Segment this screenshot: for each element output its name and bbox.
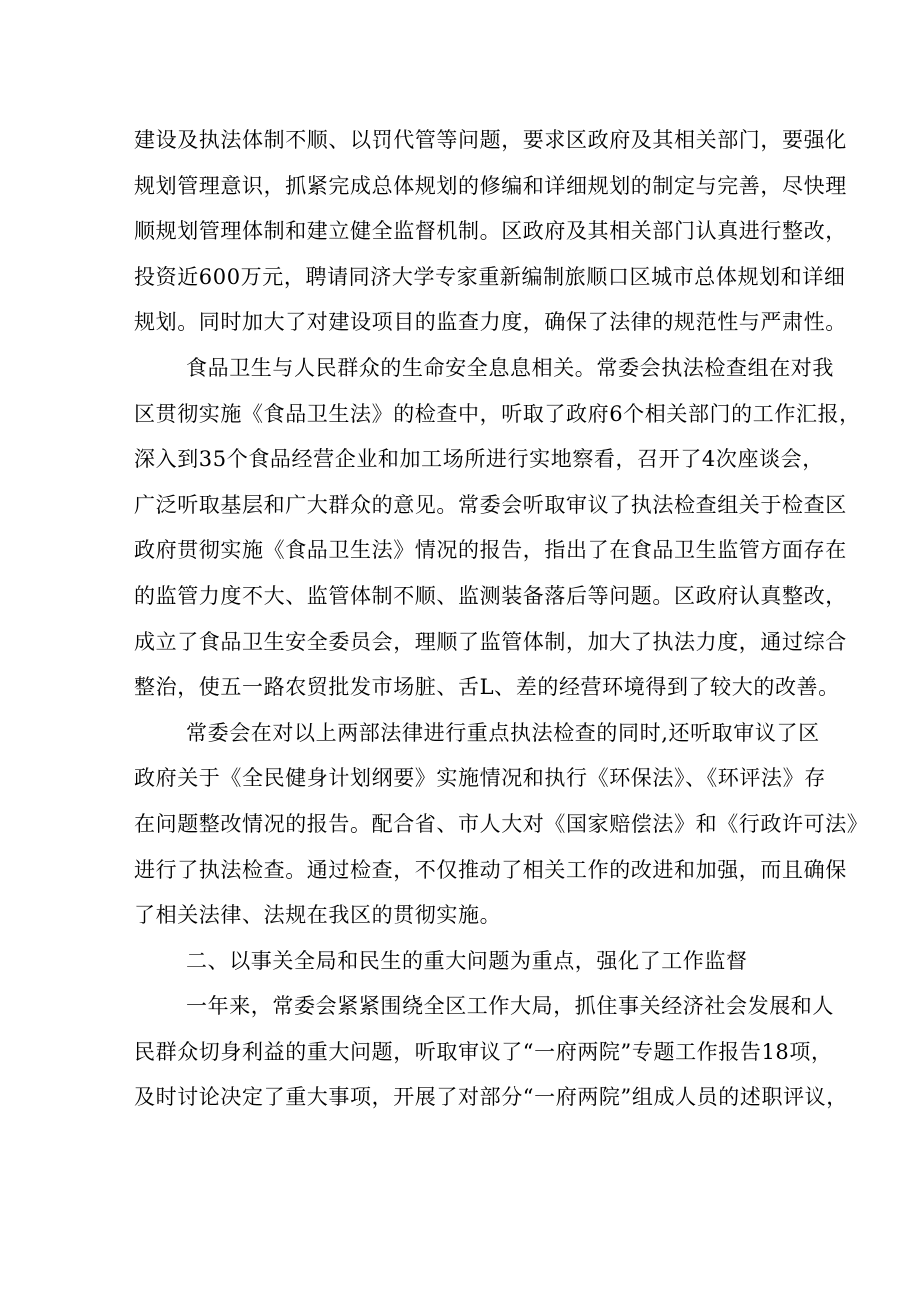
paragraph-5 (134, 984, 848, 1121)
paragraph-line: 进行了执法检查。通过检查，不仅推动了相关工作的改进和加强，而且确保 (134, 857, 847, 882)
paragraph-line: 广泛听取基层和广大群众的意见。常委会听取审议了执法检查组关于检查区 (134, 492, 847, 517)
paragraph-line: 一年来，常委会紧紧围绕全区工作大局，抓住事关经济社会发展和人 (186, 994, 834, 1019)
paragraph-line: 常委会在对以上两部法律进行重点执法检查的同时,还听取审议了区 (186, 720, 820, 745)
paragraph-line: 在问题整改情况的报告。配合省、市人大对《国家赔偿法》和《行政许可法》 (134, 811, 869, 836)
paragraph-line: 食品卫生与人民群众的生命安全息息相关。常委会执法检查组在对我 (186, 355, 834, 380)
paragraph-line: 及时讨论决定了重大事项，开展了对部分“一府两院”组成人员的述职评议， (134, 1085, 848, 1110)
paragraph-4 (134, 939, 802, 985)
paragraph-line: 规划。同时加大了对建设项目的监查力度，确保了法律的规范性与严肃性。 (134, 310, 847, 335)
paragraph-line: 投资近600万元，聘请同济大学专家重新编制旅顺口区城市总体规划和详细 (134, 264, 846, 289)
paragraph-line: 政府贯彻实施《食品卫生法》情况的报告，指出了在食品卫生监管方面存在 (134, 538, 847, 563)
paragraph-line: 建设及执法体制不顺、以罚代管等问题，要求区政府及其相关部门，要强化 (134, 128, 847, 152)
document-body (134, 118, 869, 1121)
paragraph-3 (134, 711, 869, 939)
paragraph-line: 成立了食品卫生安全委员会，理顺了监管体制，加大了执法力度，通过综合 (134, 629, 847, 654)
paragraph-line: 政府关于《全民健身计划纲要》实施情况和执行《环保法》、《环评法》存 (134, 766, 826, 791)
paragraph-line: 了相关法律、法规在我区的贯彻实施。 (134, 903, 502, 928)
paragraph-line: 整治，使五一路农贸批发市场脏、舌L、差的经营环境得到了较大的改善。 (134, 675, 840, 700)
paragraph-line: 的监管力度不大、监管体制不顺、监测装备落后等问题。区政府认真整改， (134, 583, 847, 608)
paragraph-line: 规划管理意识，抓紧完成总体规划的修编和详细规划的制定与完善，尽快理 (134, 173, 847, 198)
paragraph-line: 区贯彻实施《食品卫生法》的检查中，听取了政府6个相关部门的工作汇报， (134, 401, 861, 426)
paragraph-line: 二、以事关全局和民生的重大问题为重点，强化了工作监督 (186, 948, 748, 973)
paragraph-line: 民群众切身利益的重大问题，听取审议了“一府两院”专题工作报告18项， (134, 1039, 833, 1064)
paragraph-2 (134, 346, 861, 711)
paragraph-line: 深入到35个食品经营企业和加工场所进行实地察看，召开了4次座谈会， (134, 447, 824, 472)
paragraph-1 (134, 118, 847, 346)
paragraph-line: 顺规划管理体制和建立健全监督机制。区政府及其相关部门认真进行整改， (134, 219, 847, 244)
